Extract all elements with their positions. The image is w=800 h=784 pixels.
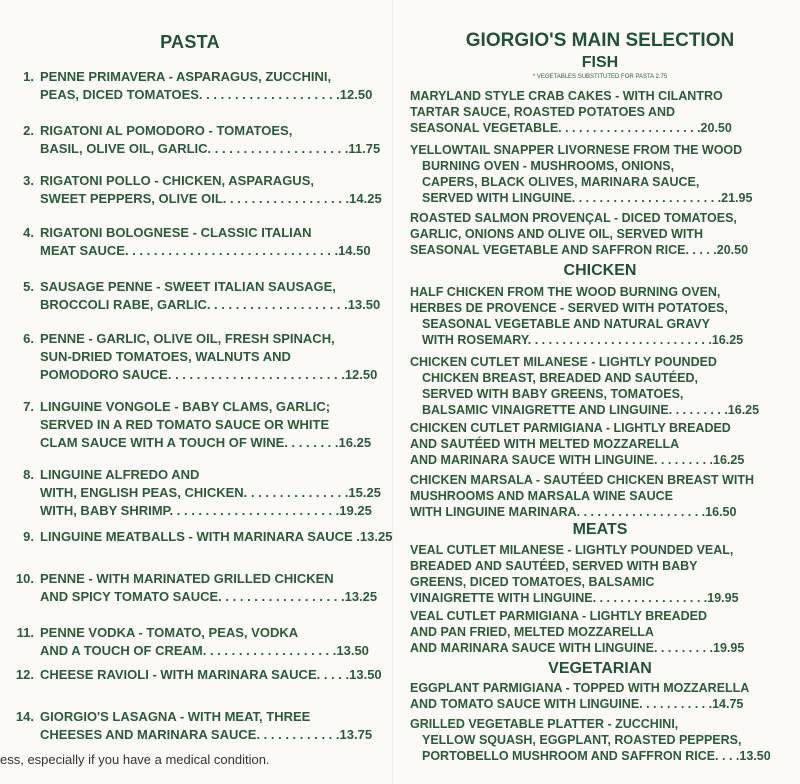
chicken-item-line: AND SAUTÉED WITH MELTED MOZZARELLA xyxy=(410,437,680,451)
fish-item-line: TARTAR SAUCE, ROASTED POTATOES AND xyxy=(410,105,676,119)
meats-item-line: VEAL CUTLET MILANESE - LIGHTLY POUNDED VEAL, xyxy=(410,543,734,557)
meats-item-line: AND PAN FRIED, MELTED MOZZARELLA xyxy=(410,625,654,639)
pasta-item-line: SWEET PEPPERS, OLIVE OIL. . . . . . . . . . . . . . . . . .14.25 xyxy=(40,191,382,206)
fish-item-line: SEASONAL VEGETABLE AND SAFFRON RICE. . . . .20.50 xyxy=(410,243,749,257)
pasta-item-number: 10. xyxy=(15,571,34,586)
main-selection-heading: GIORGIO'S MAIN SELECTION xyxy=(465,30,735,51)
meats-heading: MEATS xyxy=(572,521,628,538)
fish-item-line: SERVED WITH LINGUINE. . . . . . . . . . . . . . . . . . . . . .21.95 xyxy=(422,191,753,205)
fish-item xyxy=(410,210,795,258)
chicken-item-line: CHICKEN CUTLET MILANESE - LIGHTLY POUNDED xyxy=(410,355,717,369)
chicken-item-line: SEASONAL VEGETABLE AND NATURAL GRAVY xyxy=(422,317,710,331)
pasta-item-line: PEAS, DICED TOMATOES. . . . . . . . . . . . . . . . . . . .12.50 xyxy=(40,87,373,102)
pasta-item xyxy=(10,708,380,744)
pasta-item xyxy=(10,330,380,384)
fish-item-line: ROASTED SALMON PROVENÇAL - DICED TOMATOES, xyxy=(410,211,737,225)
pasta-item-line: CHEESE RAVIOLI - WITH MARINARA SAUCE. . . . .13.50 xyxy=(40,667,382,682)
pasta-item xyxy=(10,224,380,260)
chicken-item-line: WITH LINGUINE MARINARA. . . . . . . . . . . . . . . . . . .16.50 xyxy=(410,505,737,519)
pasta-item xyxy=(10,278,380,314)
meats-item xyxy=(410,608,795,656)
pasta-item-line: RIGATONI AL POMODORO - TOMATOES, xyxy=(40,123,293,138)
pasta-item xyxy=(10,624,380,660)
pasta-item-number: 5. xyxy=(23,279,34,294)
pasta-item-number: 11. xyxy=(16,625,34,640)
pasta-item-number: 2. xyxy=(23,123,34,138)
fish-item-line: MARYLAND STYLE CRAB CAKES - WITH CILANTRO xyxy=(410,89,723,103)
pasta-item xyxy=(10,122,380,158)
pasta-item-line: GIORGIO'S LASAGNA - WITH MEAT, THREE xyxy=(40,709,311,724)
pasta-item-line: AND SPICY TOMATO SAUCE. . . . . . . . . . . . . . . . . .13.25 xyxy=(40,589,378,604)
pasta-item-number: 9. xyxy=(23,529,34,544)
chicken-item-line: BALSAMIC VINAIGRETTE AND LINGUINE. . . . . . . . .16.25 xyxy=(422,403,760,417)
chicken-item xyxy=(410,472,795,520)
pasta-item xyxy=(10,570,380,606)
chicken-item-line: CHICKEN CUTLET PARMIGIANA - LIGHTLY BREADED xyxy=(410,421,731,435)
fish-item-line: YELLOWTAIL SNAPPER LIVORNESE FROM THE WOOD xyxy=(410,143,743,157)
pasta-item-number: 1. xyxy=(23,69,34,84)
chicken-item xyxy=(410,354,795,418)
chicken-item-line: SERVED WITH BABY GREENS, TOMATOES, xyxy=(422,387,684,401)
fish-item-line: CAPERS, BLACK OLIVES, MARINARA SAUCE, xyxy=(422,175,700,189)
vegetarian-item-line: YELLOW SQUASH, EGGPLANT, ROASTED PEPPERS, xyxy=(422,733,742,747)
pasta-item xyxy=(10,68,380,104)
pasta-heading: PASTA xyxy=(160,32,220,52)
pasta-item-line: SERVED IN A RED TOMATO SAUCE OR WHITE xyxy=(40,417,330,432)
chicken-item-line: HERBES DE PROVENCE - SERVED WITH POTATOES, xyxy=(410,301,728,315)
pasta-item-line: LINGUINE MEATBALLS - WITH MARINARA SAUCE .13.25 xyxy=(40,529,393,544)
meats-item-line: VEAL CUTLET PARMIGIANA - LIGHTLY BREADED xyxy=(410,609,708,623)
pasta-item-line: BASIL, OLIVE OIL, GARLIC. . . . . . . . . . . . . . . . . . . .11.75 xyxy=(40,141,381,156)
pasta-item xyxy=(10,666,380,684)
pasta-item-line: LINGUINE VONGOLE - BABY CLAMS, GARLIC; xyxy=(40,399,331,414)
pasta-item-line: PENNE VODKA - TOMATO, PEAS, VODKA xyxy=(40,625,299,640)
pasta-item-line: AND A TOUCH OF CREAM. . . . . . . . . . . . . . . . . . .13.50 xyxy=(40,643,369,658)
chicken-item-line: HALF CHICKEN FROM THE WOOD BURNING OVEN, xyxy=(410,285,721,299)
fish-heading: FISH xyxy=(581,54,619,71)
pasta-item-line: PENNE - GARLIC, OLIVE OIL, FRESH SPINACH, xyxy=(40,331,335,346)
pasta-item-line: CHEESES AND MARINARA SAUCE. . . . . . . . . . . .13.75 xyxy=(40,727,373,742)
pasta-item-number: 6. xyxy=(23,331,34,346)
pasta-item-line: RIGATONI POLLO - CHICKEN, ASPARAGUS, xyxy=(40,173,314,188)
footer-disclaimer: ess, especially if you have a medical condition. xyxy=(0,752,270,767)
pasta-item-number: 7. xyxy=(23,399,34,414)
pasta-item-line: CLAM SAUCE WITH A TOUCH OF WINE. . . . . . . .16.25 xyxy=(40,435,372,450)
chicken-item-line: MUSHROOMS AND MARSALA WINE SAUCE xyxy=(410,489,673,503)
fish-item xyxy=(410,88,795,136)
vegetarian-item-line: EGGPLANT PARMIGIANA - TOPPED WITH MOZZARELLA xyxy=(410,681,750,695)
pasta-item-number: 14. xyxy=(15,709,34,724)
pasta-item-line: RIGATONI BOLOGNESE - CLASSIC ITALIAN xyxy=(40,225,312,240)
pasta-item-line: MEAT SAUCE. . . . . . . . . . . . . . . . . . . . . . . . . . . . . .14.50 xyxy=(40,243,371,258)
page-fold xyxy=(392,0,393,784)
chicken-item-line: WITH ROSEMARY. . . . . . . . . . . . . . . . . . . . . . . . . . .16.25 xyxy=(422,333,744,347)
pasta-item-number: 8. xyxy=(23,467,34,482)
vegetarian-item-line: PORTOBELLO MUSHROOM AND SAFFRON RICE. . . .13.50 xyxy=(422,749,771,763)
pasta-item xyxy=(10,466,380,520)
vegetable-substitution-note: * VEGETABLES SUBSTITUTED FOR PASTA 2.75 xyxy=(532,74,668,80)
vegetarian-item-line: AND TOMATO SAUCE WITH LINGUINE. . . . . . . . . . .14.75 xyxy=(410,697,744,711)
chicken-item-line: CHICKEN BREAST, BREADED AND SAUTÉED, xyxy=(422,371,698,385)
chicken-item-line: AND MARINARA SAUCE WITH LINGUINE. . . . . . . . .16.25 xyxy=(410,453,745,467)
fish-item-line: SEASONAL VEGETABLE. . . . . . . . . . . . . . . . . . . . .20.50 xyxy=(410,121,732,135)
pasta-item-number: 12. xyxy=(15,667,34,682)
meats-item-line: AND MARINARA SAUCE WITH LINGUINE. . . . . . . . .19.95 xyxy=(410,641,745,655)
chicken-item xyxy=(410,284,795,348)
pasta-item xyxy=(10,528,393,546)
chicken-item xyxy=(410,420,795,468)
fish-item-line: BURNING OVEN - MUSHROOMS, ONIONS, xyxy=(422,159,675,173)
pasta-item-number: 3. xyxy=(23,173,34,188)
vegetarian-heading: VEGETARIAN xyxy=(548,660,652,677)
pasta-item-number: 4. xyxy=(23,225,34,240)
meats-item-line: VINAIGRETTE WITH LINGUINE. . . . . . . . . . . . . . . . .19.95 xyxy=(410,591,739,605)
fish-item xyxy=(410,142,795,206)
pasta-item-line: PENNE PRIMAVERA - ASPARAGUS, ZUCCHINI, xyxy=(40,69,332,84)
pasta-item-line: WITH, BABY SHRIMP. . . . . . . . . . . . . . . . . . . . . . . .19.25 xyxy=(40,503,372,518)
pasta-item-line: SAUSAGE PENNE - SWEET ITALIAN SAUSAGE, xyxy=(40,279,336,294)
pasta-item-line: PENNE - WITH MARINATED GRILLED CHICKEN xyxy=(40,571,334,586)
pasta-item-line: WITH, ENGLISH PEAS, CHICKEN. . . . . . . . . . . . . . .15.25 xyxy=(40,485,381,500)
pasta-item-line: SUN-DRIED TOMATOES, WALNUTS AND xyxy=(40,349,291,364)
pasta-item xyxy=(10,172,380,208)
pasta-item-line: BROCCOLI RABE, GARLIC. . . . . . . . . . . . . . . . . . . .13.50 xyxy=(40,297,381,312)
chicken-heading: CHICKEN xyxy=(563,262,637,279)
pasta-item-line: LINGUINE ALFREDO AND xyxy=(40,467,200,482)
pasta-item-line: POMODORO SAUCE. . . . . . . . . . . . . . . . . . . . . . . . .12.50 xyxy=(40,367,378,382)
vegetarian-item xyxy=(410,680,795,712)
meats-item xyxy=(410,542,795,606)
pasta-item xyxy=(10,398,380,452)
meats-item-line: BREADED AND SAUTÉED, SERVED WITH BABY xyxy=(410,559,698,573)
chicken-item-line: CHICKEN MARSALA - SAUTÉED CHICKEN BREAST WITH xyxy=(410,473,754,487)
meats-item-line: GREENS, DICED TOMATOES, BALSAMIC xyxy=(410,575,655,589)
vegetarian-item xyxy=(410,716,795,764)
vegetarian-item-line: GRILLED VEGETABLE PLATTER - ZUCCHINI, xyxy=(410,717,679,731)
fish-item-line: GARLIC, ONIONS AND OLIVE OIL, SERVED WITH xyxy=(410,227,704,241)
